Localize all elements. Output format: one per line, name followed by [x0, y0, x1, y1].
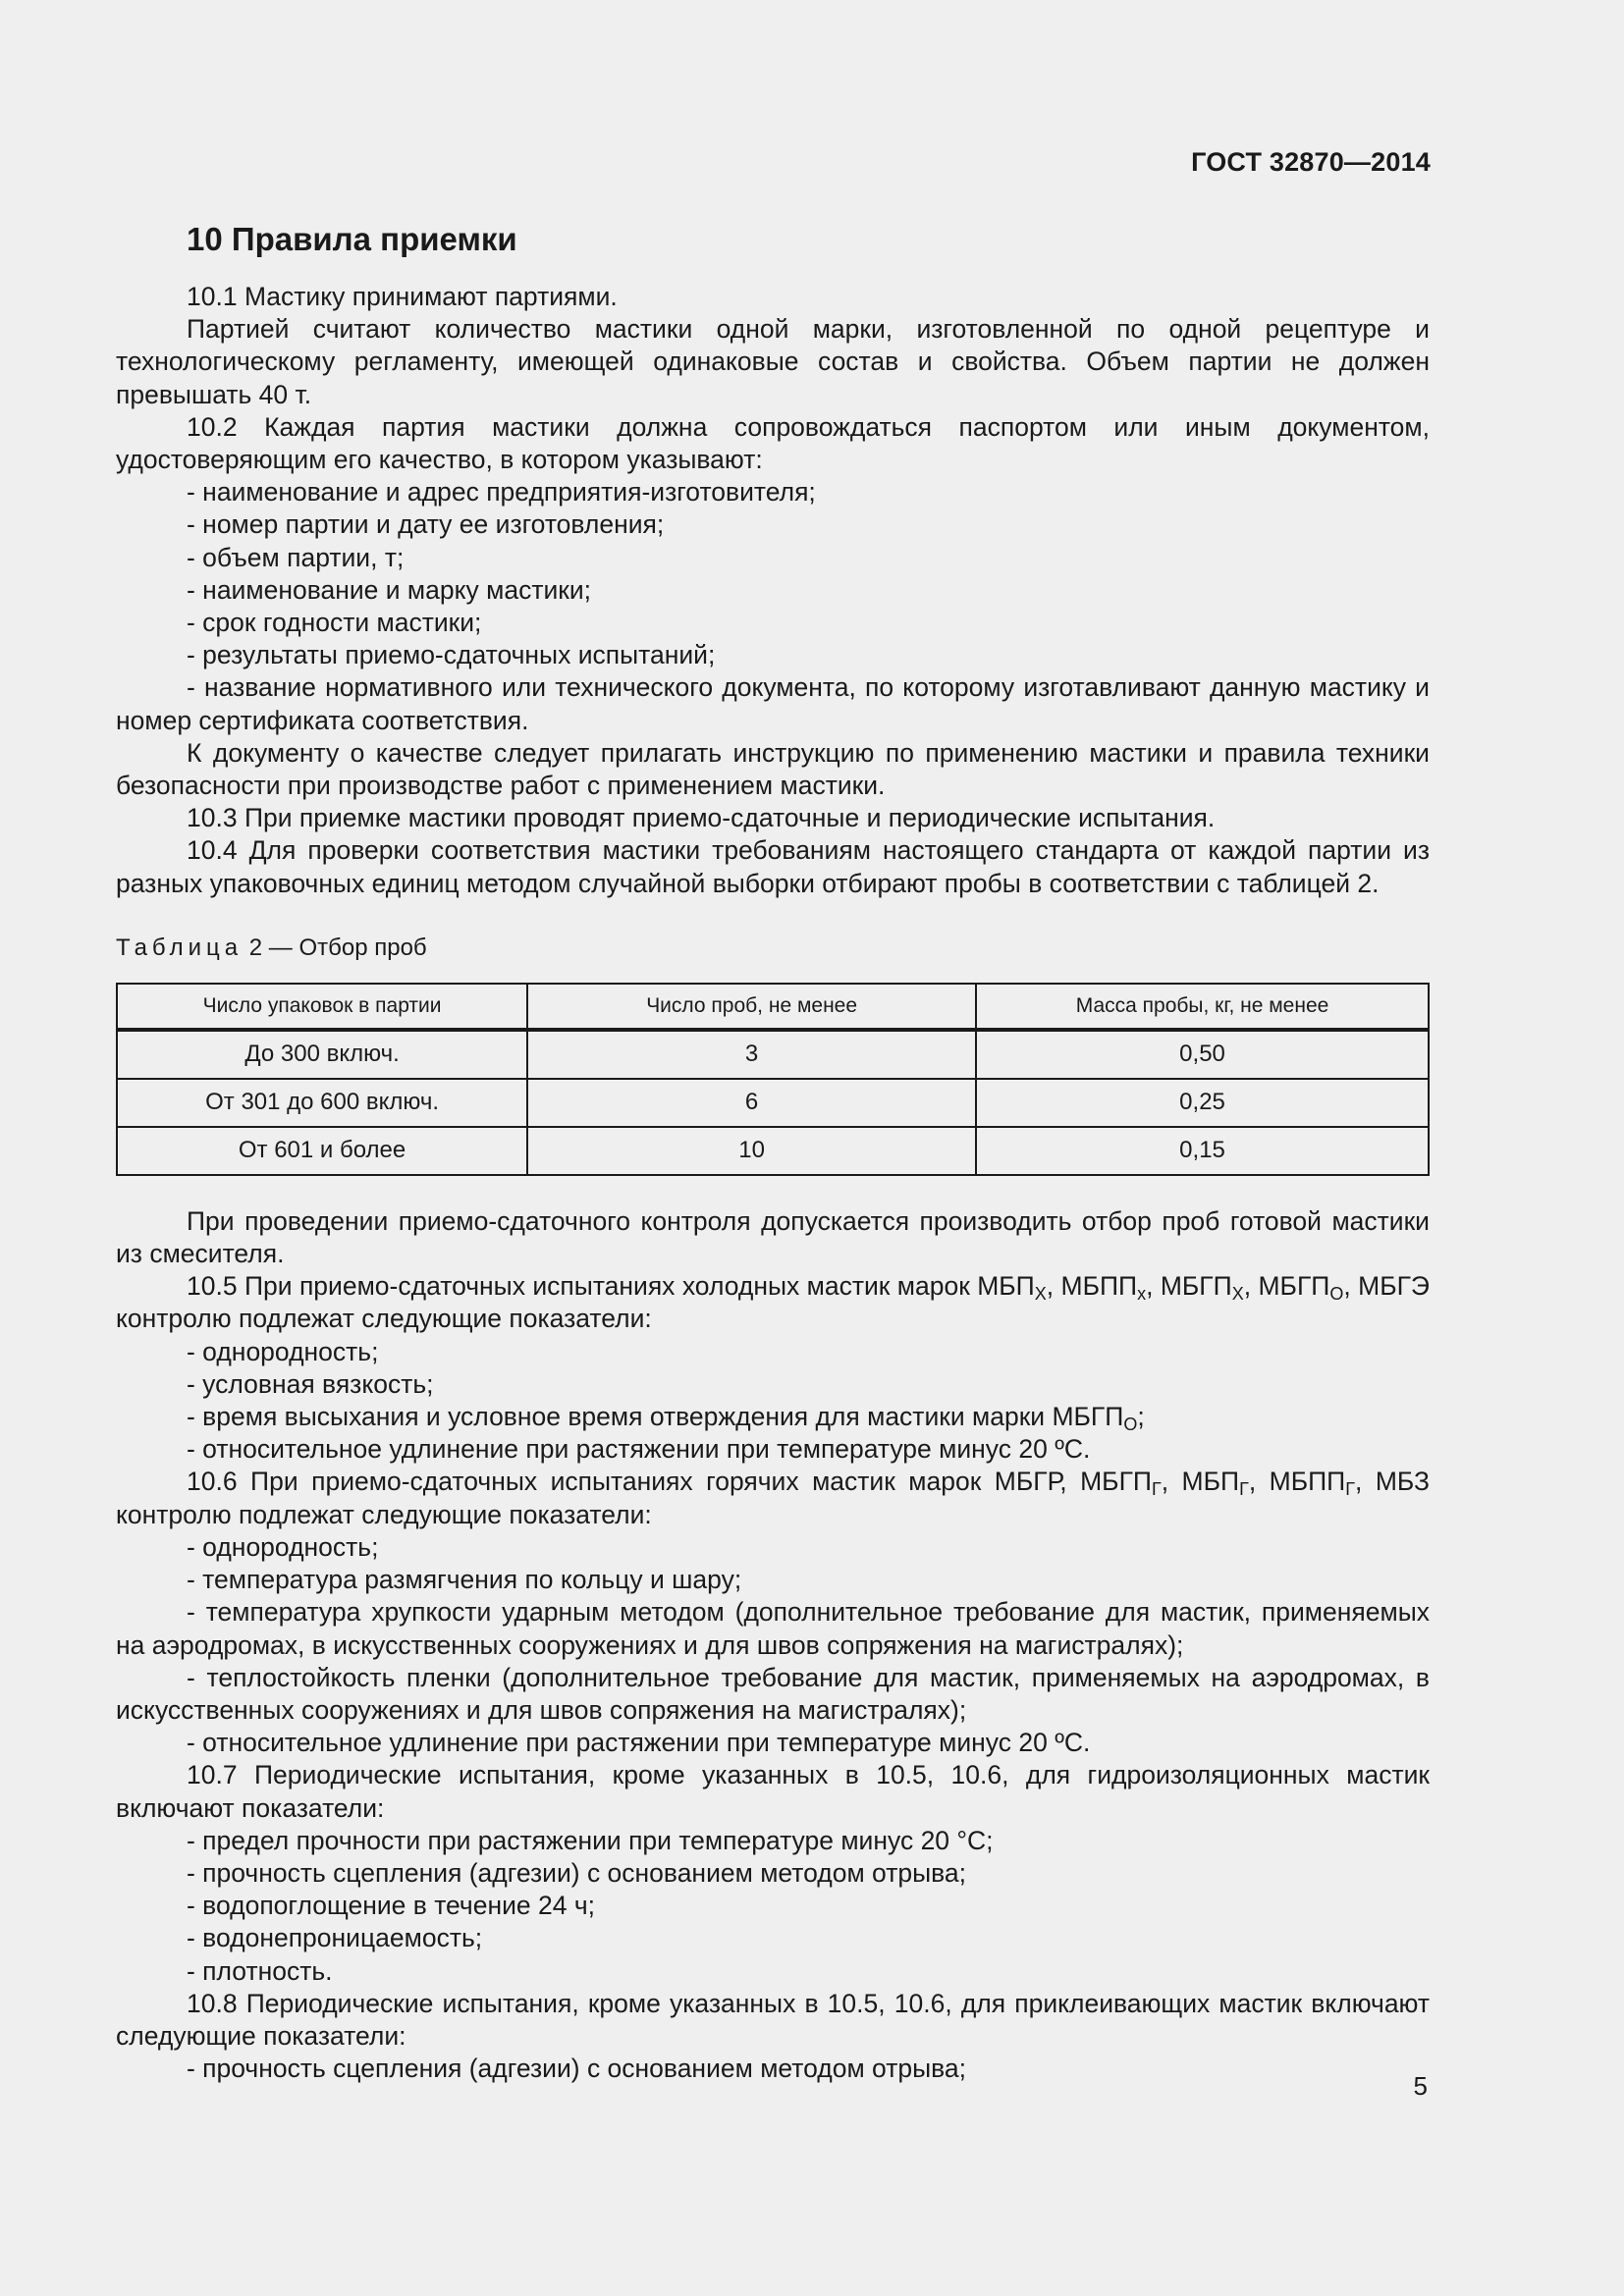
table-header-row	[117, 984, 1429, 1030]
table-header-cell: Число проб, не менее	[527, 984, 976, 1030]
paragraph	[116, 1466, 1430, 1530]
list-item: - водопоглощение в течение 24 ч;	[187, 1891, 596, 1921]
paragraph: 10.7 Периодические испытания, кроме указанных в 10.5, 10.6, для гидроизоляционных мастик включают показатели:	[116, 1760, 1430, 1823]
page-number: 5	[1413, 2071, 1428, 2101]
sampling-table	[116, 983, 1430, 1176]
subscript-index: О	[1123, 1415, 1138, 1435]
text-block-after-table	[116, 1205, 1430, 2085]
table-row	[117, 1030, 1429, 1079]
subscript-index: Г	[1151, 1479, 1162, 1500]
table-row	[117, 1079, 1429, 1127]
table-row	[117, 1127, 1429, 1175]
text-run: 10.5 При приемо-сдаточных испытаниях холодных мастик марок МБП	[187, 1271, 1035, 1302]
subscript-index: Х	[1034, 1284, 1047, 1305]
list-item: - предел прочности при растяжении при температуре минус 20 °С;	[187, 1825, 994, 1855]
table-cell: 6	[527, 1079, 976, 1127]
text-block-before-table	[116, 281, 1430, 900]
text-run: , МБПП	[1046, 1271, 1138, 1302]
list-item: - объем партии, т;	[187, 542, 405, 572]
table-cell: 0,25	[976, 1079, 1429, 1127]
list-item: - прочность сцепления (адгезии) с основанием методом отрыва;	[187, 2054, 967, 2084]
list-item: - прочность сцепления (адгезии) с основанием методом отрыва;	[187, 1857, 967, 1888]
text-run: , МБГП	[1243, 1271, 1330, 1302]
table-header-cell: Масса пробы, кг, не менее	[976, 984, 1429, 1030]
list-item: - водонепроницаемость;	[187, 1923, 483, 1953]
table-caption-title: 2 — Отбор проб	[243, 934, 427, 961]
standard-number: ГОСТ 32870—2014	[1191, 147, 1431, 177]
table-caption	[116, 934, 1430, 963]
list-item: - однородность;	[187, 1531, 379, 1562]
list-item: - результаты приемо-сдаточных испытаний;	[187, 640, 716, 670]
paragraph: - температура хрупкости ударным методом (дополнительное требование для мастик, применяемых на аэродромах, в искусственных сооружениях и для швов сопряжения на магистралях);	[116, 1597, 1430, 1660]
table-header-cell: Число упаковок в партии	[117, 984, 527, 1030]
text-run: , МБП	[1161, 1467, 1240, 1497]
list-item: - наименование и адрес предприятия-изготовителя;	[187, 477, 816, 507]
table-cell: 10	[527, 1127, 976, 1175]
table-cell: До 300 включ.	[117, 1030, 527, 1079]
paragraph: 10.4 Для проверки соответствия мастики требованиям настоящего стандарта от каждой партии из разных упаковочных единиц методом случайной выборки отбирают пробы в соответствии с таблицей 2.	[116, 835, 1430, 898]
table-cell: 3	[527, 1030, 976, 1079]
paragraph: Партией считают количество мастики одной марки, изготовленной по одной рецептуре и технологическому регламенту, имеющей одинаковые состав и свойства. Объем партии не должен превышать 40 т.	[116, 314, 1430, 409]
text-run: 10.6 При приемо-сдаточных испытаниях горячих мастик марок МБГР, МБГП	[187, 1467, 1152, 1497]
paragraph: - теплостойкость пленки (дополнительное требование для мастик, применяемых на аэродромах, в искусственных сооружениях и для швов сопряжения на магистралях);	[116, 1662, 1430, 1725]
subscript-index: Г	[1345, 1479, 1355, 1500]
paragraph: 10.1 Мастику принимают партиями.	[187, 282, 618, 311]
paragraph: - название нормативного или технического документа, по которому изготавливают данную мастику и номер сертификата соответствия.	[116, 672, 1430, 735]
list-item: - температура размягчения по кольцу и шару;	[187, 1565, 742, 1595]
paragraph: 10.8 Периодические испытания, кроме указанных в 10.5, 10.6, для приклеивающих мастик включают следующие показатели:	[116, 1988, 1430, 2051]
section-title: 10 Правила приемки	[187, 221, 517, 257]
subscript-index: О	[1329, 1284, 1344, 1305]
table-caption-label: Таблица	[116, 934, 244, 961]
list-item: - относительное удлинение при растяжении при температуре минус 20 ºС.	[187, 1434, 1091, 1465]
list-item: - относительное удлинение при растяжении при температуре минус 20 ºС.	[187, 1728, 1091, 1758]
table-cell: 0,50	[976, 1030, 1429, 1079]
paragraph: 10.3 При приемке мастики проводят приемо-сдаточные и периодические испытания.	[187, 803, 1216, 833]
paragraph: При проведении приемо-сдаточного контроля допускается производить отбор проб готовой мастики из смесителя.	[116, 1205, 1430, 1269]
text-run: , МБГЭ контролю подлежат следующие показатели:	[116, 1271, 1430, 1334]
text-run: , МБГП	[1146, 1271, 1232, 1302]
list-item: - условная вязкость;	[187, 1368, 434, 1399]
list-item: - срок годности мастики;	[187, 608, 482, 638]
table-cell: От 301 до 600 включ.	[117, 1079, 527, 1127]
list-item	[116, 1401, 1430, 1433]
subscript-index: х	[1137, 1284, 1147, 1305]
subscript-index: Г	[1239, 1479, 1249, 1500]
paragraph	[116, 1270, 1430, 1335]
table-cell: От 601 и более	[117, 1127, 527, 1175]
paragraph: К документу о качестве следует прилагать инструкцию по применению мастики и правила техники безопасности при производстве работ с применением мастики.	[116, 737, 1430, 801]
list-item: - плотность.	[187, 1955, 333, 1986]
subscript-index: Х	[1231, 1284, 1244, 1305]
text-run: ;	[1137, 1402, 1145, 1432]
text-run: - время высыхания и условное время отверждения для мастики марки МБГП	[187, 1402, 1124, 1432]
table-cell: 0,15	[976, 1127, 1429, 1175]
list-item: - номер партии и дату ее изготовления;	[187, 509, 665, 540]
paragraph: 10.2 Каждая партия мастики должна сопровождаться паспортом или иным документом, удостоверяющим его качество, в котором указывают:	[116, 411, 1430, 475]
list-item: - однородность;	[187, 1336, 379, 1366]
text-run: , МБПП	[1248, 1467, 1346, 1497]
page-content	[116, 220, 1430, 2085]
text-run: , МБЗ контролю подлежат следующие показатели:	[116, 1467, 1430, 1529]
list-item: - наименование и марку мастики;	[187, 574, 592, 605]
